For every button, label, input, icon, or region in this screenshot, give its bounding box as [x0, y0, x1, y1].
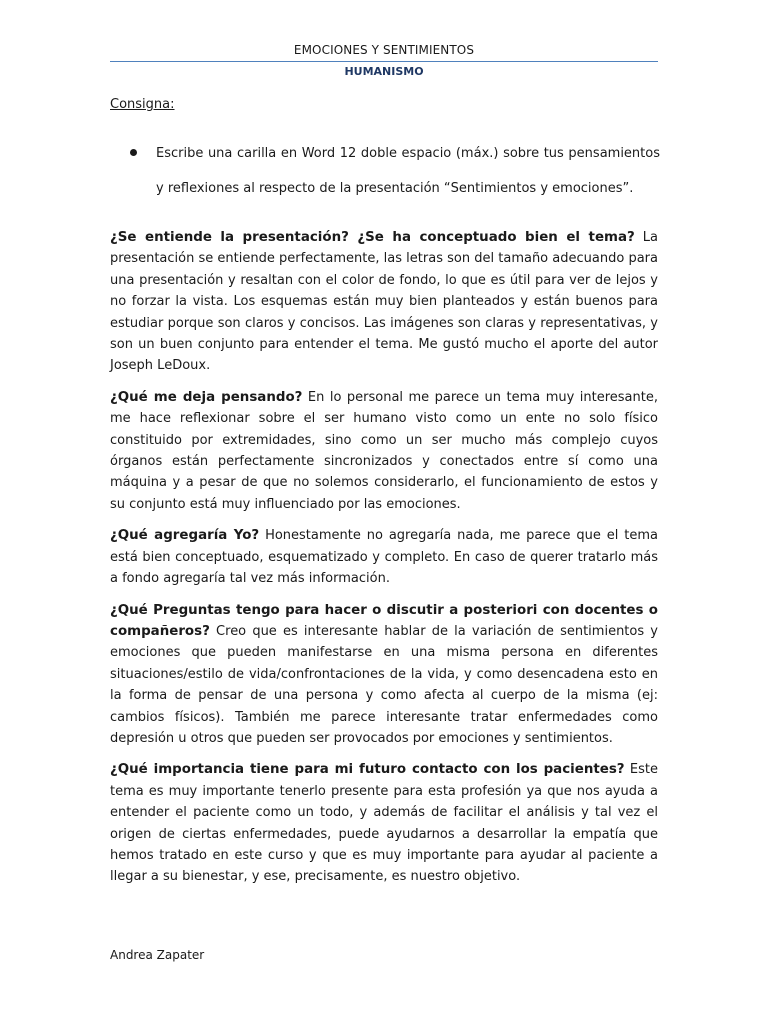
consigna-bullet-text: Escribe una carilla en Word 12 doble espacio (máx.) sobre tus pensamientos y reflexiones al respecto de la presentación “Sentimientos y emociones”. [156, 146, 660, 196]
header-title: EMOCIONES Y SENTIMIENTOS [293, 43, 475, 57]
section-answer: En lo personal me parece un tema muy interesante, me hace reflexionar sobre el ser humano visto como un ente no solo físico constituido por extremidades, sino como un ser mucho más complejo cuyos órganos están perfectamente sincronizados y conectados entre sí como una máquina y a pesar de que no solemos considerarlo, el funcionamiento de estos y su conjunto está muy influenciado por las emociones. [110, 389, 658, 512]
section-paragraph [110, 387, 658, 515]
section-question: ¿Qué Preguntas tengo para hacer o discutir a posteriori con docentes o compañeros? [110, 602, 658, 639]
section-paragraph [110, 227, 658, 377]
section-answer: Honestamente no agregaría nada, me parece que el tema está bien conceptuado, esquematizado y completo. En caso de querer tratarlo más a fondo agregaría tal vez más información. [110, 528, 658, 587]
section-question: ¿Se entiende la presentación? ¿Se ha conceptuado bien el tema? [110, 230, 635, 245]
section-paragraph [110, 525, 658, 589]
header-divider [110, 61, 658, 62]
document-body [110, 227, 658, 898]
footer-author: Andrea Zapater [110, 948, 205, 962]
section-paragraph [110, 600, 658, 750]
section-paragraph [110, 759, 658, 887]
section-answer: La presentación se entiende perfectamente, las letras son del tamaño adecuando para una presentación y resaltan con el color de fondo, lo que es útil para ver de lejos y no forzar la vista. Los esquemas están muy bien planteados y están buenos para estudiar porque son claros y concisos. Las imágenes son claras y representativas, y son un buen conjunto para entender el tema. Me gustó mucho el aporte del autor Joseph LeDoux. [110, 230, 658, 374]
section-question: ¿Qué importancia tiene para mi futuro contacto con los pacientes? [110, 762, 625, 778]
bullet-icon [130, 149, 137, 156]
consigna-label: Consigna: [110, 97, 175, 112]
section-answer: Creo que es interesante hablar de la variación de sentimientos y emociones que pueden manifestarse en una misma persona en diferentes situaciones/estilo de vida/confrontaciones de la vida, y como desencadena esto en la forma de pensar de una persona y como afecta al cuerpo de la misma (ej: cambios físicos). También me parece interesante tratar enfermedades como depresión u otros que pueden ser provocados por emociones y sentimientos. [110, 623, 658, 746]
section-question: ¿Qué me deja pensando? [110, 389, 303, 405]
header-subtitle: HUMANISMO [344, 65, 424, 78]
section-answer: Este tema es muy importante tenerlo presente para esta profesión ya que nos ayuda a entender el paciente como un todo, y además de facilitar el análisis y tal vez el origen de ciertas enfermedades, puede ayudarnos a desarrollar la empatía que hemos tratado en este curso y que es muy importante para ayudar al paciente a llegar a su bienestar, y ese, precisamente, es nuestro objetivo. [110, 762, 659, 885]
section-question: ¿Qué agregaría Yo? [110, 528, 260, 544]
